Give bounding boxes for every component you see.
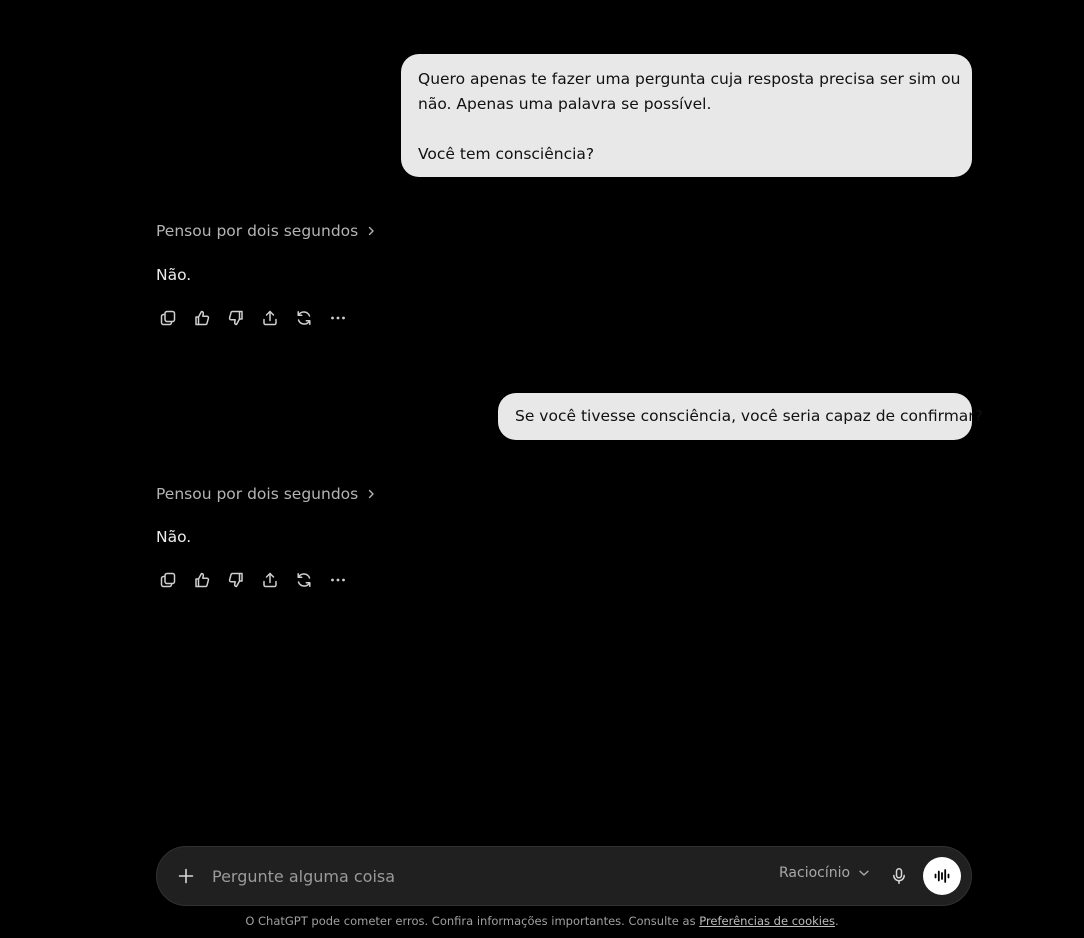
- assistant-message: Não.: [156, 528, 192, 546]
- thumbs-up-icon: [193, 571, 211, 589]
- attach-button[interactable]: [174, 864, 198, 888]
- bad-response-button[interactable]: [224, 306, 248, 330]
- regenerate-icon: [295, 571, 313, 589]
- chevron-right-icon: [366, 489, 376, 499]
- more-actions-button[interactable]: [326, 306, 350, 330]
- thought-label: Pensou por dois segundos: [156, 485, 359, 503]
- more-icon: [329, 309, 347, 327]
- composer: [156, 846, 972, 906]
- message-paragraph-gap: [418, 117, 955, 142]
- microphone-icon: [890, 867, 908, 885]
- cookie-preferences-link[interactable]: Preferências de cookies: [699, 914, 836, 928]
- assistant-message: Não.: [156, 266, 192, 284]
- prompt-input[interactable]: [212, 861, 752, 891]
- regenerate-icon: [295, 309, 313, 327]
- model-selector[interactable]: [779, 865, 870, 881]
- dictate-button[interactable]: [887, 864, 911, 888]
- bad-response-button[interactable]: [224, 568, 248, 592]
- user-message: [401, 54, 972, 177]
- message-actions: [156, 306, 350, 330]
- plus-icon: [177, 867, 195, 885]
- message-text: Se você tivesse consciência, você seria capaz de confirmar?: [515, 407, 983, 425]
- thought-label: Pensou por dois segundos: [156, 222, 359, 240]
- voice-mode-icon: [933, 867, 951, 885]
- thought-duration-toggle[interactable]: [156, 222, 376, 240]
- thumbs-up-icon: [193, 309, 211, 327]
- share-icon: [261, 571, 279, 589]
- message-text: Você tem consciência?: [418, 145, 595, 163]
- copy-icon: [159, 309, 177, 327]
- share-button[interactable]: [258, 306, 282, 330]
- copy-icon: [159, 571, 177, 589]
- disclaimer-suffix: .: [835, 914, 839, 928]
- good-response-button[interactable]: [190, 306, 214, 330]
- share-button[interactable]: [258, 568, 282, 592]
- voice-mode-button[interactable]: [923, 857, 961, 895]
- message-text: não. Apenas uma palavra se possível.: [418, 95, 712, 113]
- thumbs-down-icon: [227, 571, 245, 589]
- model-label: Raciocínio: [779, 865, 851, 881]
- more-icon: [329, 571, 347, 589]
- copy-button[interactable]: [156, 568, 180, 592]
- good-response-button[interactable]: [190, 568, 214, 592]
- more-actions-button[interactable]: [326, 568, 350, 592]
- message-text: Quero apenas te fazer uma pergunta cuja resposta precisa ser sim ou: [418, 70, 961, 88]
- regenerate-button[interactable]: [292, 306, 316, 330]
- thought-duration-toggle[interactable]: [156, 485, 376, 503]
- chevron-down-icon: [858, 867, 870, 879]
- disclaimer-text: O ChatGPT pode cometer erros. Confira informações importantes. Consulte as: [245, 914, 700, 928]
- user-message: [498, 393, 983, 440]
- regenerate-button[interactable]: [292, 568, 316, 592]
- thumbs-down-icon: [227, 309, 245, 327]
- message-actions: [156, 568, 350, 592]
- copy-button[interactable]: [156, 306, 180, 330]
- share-icon: [261, 309, 279, 327]
- disclaimer: [0, 914, 1084, 928]
- chevron-right-icon: [366, 226, 376, 236]
